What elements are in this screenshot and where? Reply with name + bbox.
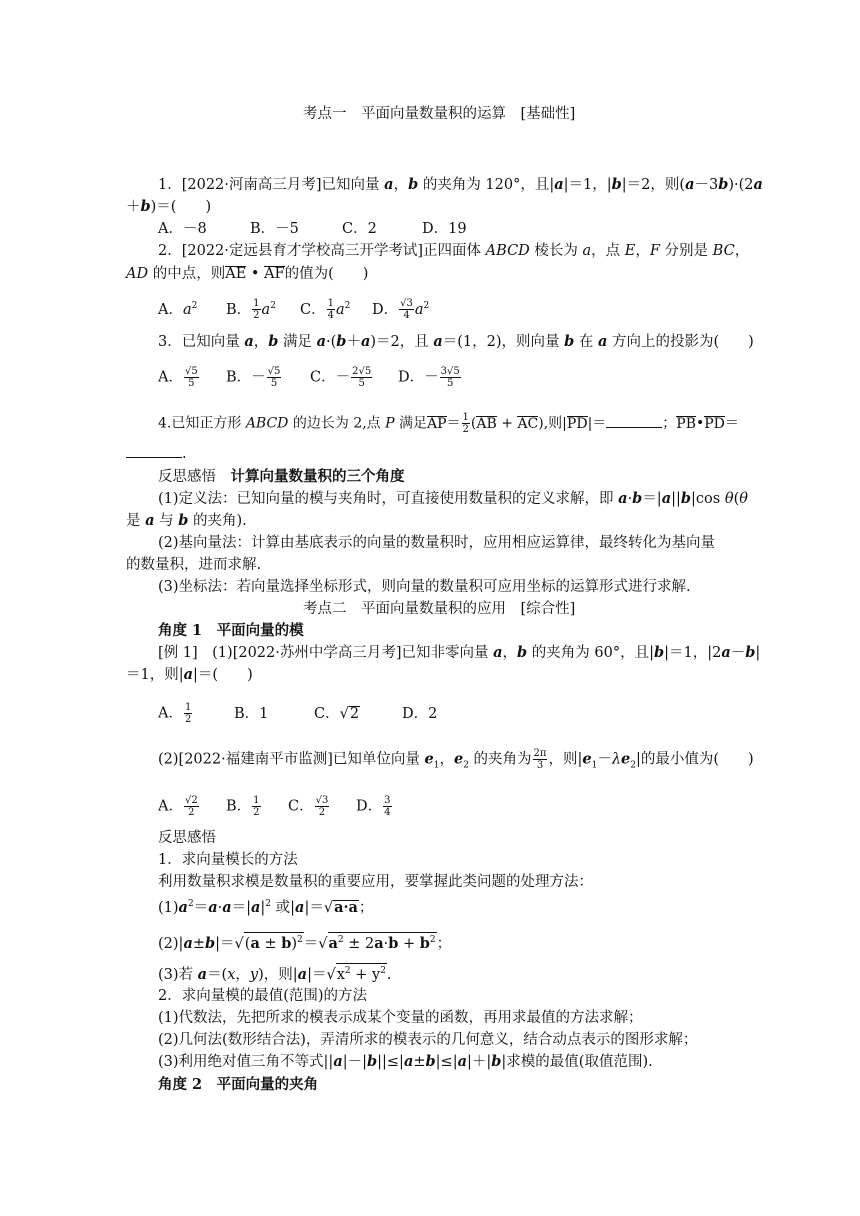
vector-pd: PD <box>566 415 588 432</box>
example-1-part-2: (2)[2022·福建南平市监测]已知单位向量 $e_1$，$e_2$ 的夹角为 $\frac{2\pi}{3}$ ，则$|e_1-\lambda e_2|$的最小值为( ) <box>158 748 754 771</box>
vector-ap: AP <box>427 415 447 432</box>
angle-2-heading: 角度 2 平面向量的夹角 <box>158 1076 319 1093</box>
formula-2: $(2)|a\pm b|=√(a \pm b)^2=√a^2 \pm 2a\cdot b + b^2$； <box>158 932 451 954</box>
ex1-option-d: D．2 <box>402 705 438 722</box>
q2-option-c: C． $\frac{1}{4}$ $a^2$ <box>300 298 351 322</box>
example-1-line-2: ＝1，则|a|＝( ) <box>126 666 253 683</box>
question-1-line-2: ＋b)＝( ) <box>126 198 212 215</box>
question-1-line-1: 1．[2022·河南高三月考]已知向量 a，b 的夹角为 120°，且|a|＝1，|b|＝2，则(a－3b)·(2a <box>158 176 763 193</box>
vector-pd-2: PD <box>704 415 725 432</box>
fraction-half: $\frac{1}{2}$ <box>462 412 469 435</box>
q2-suffix: 的值为( ) <box>284 266 369 282</box>
question-2-line-1: 2．[2022·定远县育才学校高三开学考试]正四面体 ABCD 棱长为 a，点 E，F 分别是 BC， <box>158 243 750 259</box>
q2-option-a: A．$a^2$ <box>158 301 198 318</box>
q2-option-b: B． $\frac{1}{2}$ $a^2$ <box>226 298 276 322</box>
vector-af: AF <box>264 266 285 282</box>
q1-option-d: D．19 <box>422 221 467 237</box>
example-1-line-1: [例 1] (1)[2022·苏州中学高三月考]已知非零向量 a，b 的夹角为 60°，且|b|＝1，|2a－b| <box>158 644 761 661</box>
reflection-1-p2-line-1: (2)基向量法：计算由基底表示的向量的数量积时，应用相应运算律，最终转化为基向量 <box>158 535 716 551</box>
reflection-2-s2: 2．求向量模的最值(范围)的方法 <box>158 988 368 1004</box>
question-4-line-1: 4.已知正方形 ABCD 的边长为 2,点 P 满足AP＝ $\frac{1}{2}$ (AB + AC),则|PD|＝ ；PB•PD＝ <box>158 412 739 435</box>
ex1b-option-a: A． $\frac{√2}{2}$ <box>158 795 198 818</box>
reflection-1-p3: (3)坐标法：若向量选择坐标形式，则向量的数量积可应用坐标的运算形式进行求解. <box>158 579 691 595</box>
question-2-options <box>158 296 429 321</box>
question-3-line-1: 3．已知向量 a，b 满足 a·(b＋a)＝2，且 a＝(1，2)，则向量 b 在 a 方向上的投影为( ) <box>158 333 754 350</box>
ex1-option-b: B．1 <box>234 705 269 722</box>
reflection-1-p2-line-2: 的数量积，进而求解. <box>126 557 262 573</box>
answer-blank-2[interactable] <box>126 445 182 458</box>
ex1-option-c: C．√2 <box>314 705 360 722</box>
vector-ac: AC <box>517 415 539 432</box>
ex1b-option-d: D． $\frac{3}{4}$ <box>356 795 391 818</box>
q3-option-d: D．－ $\frac{3√5}{5}$ <box>398 366 460 389</box>
q3-option-b: B．－ $\frac{√5}{5}$ <box>226 366 281 389</box>
formula-1: $(1)a^2=a\cdot a=|a|^2$ 或|a|＝√a·a； <box>158 898 374 916</box>
reflection-2-s1: 1．求向量模长的方法 <box>158 852 298 868</box>
dot-operator: • <box>246 266 265 282</box>
formula-3: (3)若 a＝(x，y)，则$|a|=√x^2 + y^2$. <box>158 963 392 985</box>
ex1b-option-b: B． $\frac{1}{2}$ <box>226 795 260 818</box>
example-1-options <box>158 702 437 725</box>
q1-option-a: A．－8 <box>158 221 207 237</box>
section-heading-1: 考点一 平面向量数量积的运算 [基础性] <box>303 106 576 122</box>
reflection-1-p1-line-2: 是 a 与 b 的夹角). <box>126 512 247 529</box>
method-3: (3)利用绝对值三角不等式||a|－|b||≤|a±b|≤|a|＋|b|求模的最值(取值范围). <box>158 1053 653 1070</box>
reflection-2-title: 反思感悟 <box>158 830 216 846</box>
answer-blank-1[interactable] <box>606 415 662 428</box>
q3-option-c: C．－ $\frac{2√5}{5}$ <box>310 366 372 389</box>
example-1-part-2-options <box>158 795 393 818</box>
method-1: (1)代数法，先把所求的模表示成某个变量的函数，再用求最值的方法求解； <box>158 1010 643 1026</box>
reflection-1-p1-line-1: (1)定义法：已知向量的模与夹角时，可直接使用数量积的定义求解，即 a·b＝|a||b|cos θ(θ <box>158 490 748 507</box>
question-3-options <box>158 366 462 389</box>
q3-option-a: A． $\frac{√5}{5}$ <box>158 366 198 389</box>
question-4-line-2: . <box>126 444 187 464</box>
reflection-2-s1a: 利用数量积求模是数量积的重要应用，要掌握此类问题的处理方法： <box>158 874 593 890</box>
vector-ae: AE <box>225 266 247 282</box>
ex1b-option-c: C． $\frac{√3}{2}$ <box>288 795 329 818</box>
ex1-option-a: A． $\frac{1}{2}$ <box>158 702 192 725</box>
q2-option-d: D． $\frac{√3}{4}$ $a^2$ <box>372 298 430 322</box>
question-1-options <box>158 219 467 239</box>
vector-pb: PB <box>676 415 696 432</box>
question-2-line-2: AD 的中点，则AE • AF的值为( ) <box>126 266 369 282</box>
q1-option-c: C．2 <box>342 221 377 237</box>
reflection-1-title: 反思感悟 计算向量数量积的三个角度 <box>158 468 405 485</box>
section-heading-2: 考点二 平面向量数量积的应用 [综合性] <box>303 601 576 617</box>
vector-ab: AB <box>476 415 497 432</box>
method-2: (2)几何法(数形结合法)，弄清所求的模表示的几何意义，结合动点表示的图形求解； <box>158 1032 698 1048</box>
angle-1-heading: 角度 1 平面向量的模 <box>158 622 304 639</box>
q1-option-b: B．－5 <box>250 221 299 237</box>
